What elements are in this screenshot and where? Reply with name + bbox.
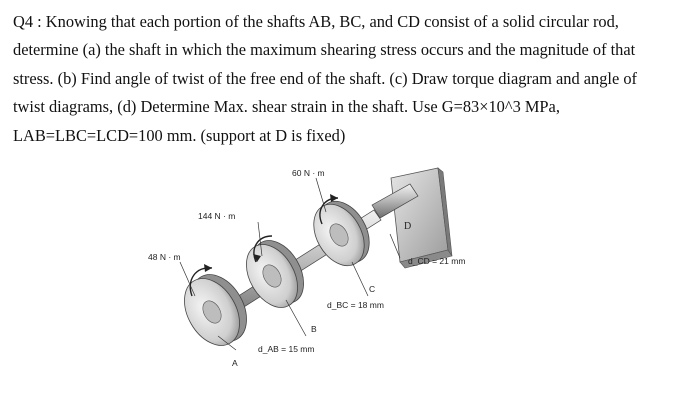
torque-a-label: 48 N · m (148, 252, 181, 262)
diameter-bc-label: d_BC = 18 mm (327, 300, 384, 310)
label-a: A (232, 358, 238, 368)
fixed-support-d (391, 168, 452, 268)
label-c: C (369, 284, 376, 294)
label-b: B (311, 324, 317, 334)
torque-b-label: 144 N · m (198, 211, 236, 221)
question-line-2: determine (a) the shaft in which the maximum shearing stress occurs and the magnitude of that (13, 40, 636, 60)
question-line-1: Q4 : Knowing that each portion of the shafts AB, BC, and CD consist of a solid circular rod, (13, 12, 619, 31)
label-d: D (404, 221, 412, 232)
diameter-ab-label: d_AB = 15 mm (258, 344, 315, 354)
torque-c-label: 60 N · m (292, 168, 325, 178)
question-line-3: stress. (b) Find angle of twist of the free end of the shaft. (c) Draw torque diagram and angle of (13, 68, 638, 88)
diameter-cd-label: d_CD = 21 mm (408, 256, 466, 266)
question-line-4: twist diagrams, (d) Determine Max. shear strain in the shaft. Use G=83×10^3 MPa, (13, 97, 560, 117)
question-line-5: LAB=LBC=LCD=100 mm. (support at D is fixed) (13, 125, 346, 145)
disk-a (173, 265, 258, 355)
